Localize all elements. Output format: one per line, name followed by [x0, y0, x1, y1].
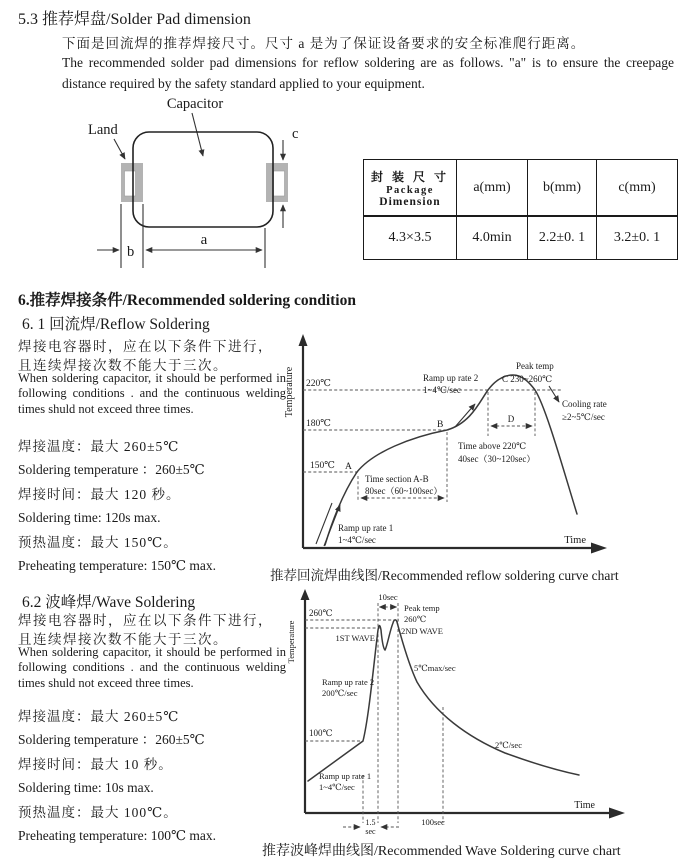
reflow-section-ab-line1: Time section A-B	[365, 474, 429, 484]
wave-condition-cn	[18, 612, 290, 649]
reflow-condition-cn-line2: 且连续焊接次数不能大于三次。	[18, 357, 228, 373]
solder-pad-diagram	[20, 92, 340, 278]
reflow-x-axis-label: Time	[564, 535, 586, 546]
cell-c-value: 3.2±0. 1	[597, 216, 678, 260]
land-arrow	[114, 139, 125, 159]
wave-10sec-label: 10sec	[378, 592, 398, 602]
wave-cool-fast-label: 5℃max/sec	[414, 663, 456, 673]
wave-vertical-markers	[363, 603, 443, 823]
reflow-solder-temp-en: Soldering temperature ：260±5℃	[18, 461, 205, 477]
cell-b-value: 2.2±0. 1	[528, 216, 597, 260]
dim-a-label: a	[200, 232, 208, 248]
list-item	[18, 802, 293, 847]
reflow-ref-220: 220℃	[306, 379, 331, 389]
wave-peak-line2: 260℃	[404, 614, 427, 624]
wave-temperature-curve	[308, 620, 579, 781]
wave-condition-cn-line1: 焊接电容器时，应在以下条件下进行，	[18, 613, 273, 628]
wave-solder-temp-en: Soldering temperature ：260±5℃	[18, 731, 205, 747]
wave-ref-100: 100℃	[309, 728, 333, 738]
wave-solder-time-cn: 焊接时间：最大 10 秒。	[18, 757, 173, 772]
reflow-preheat-temp-cn: 预热温度：最大 150℃。	[18, 535, 178, 550]
header-package-en1: Package	[386, 184, 434, 196]
pad-right-inner	[274, 171, 285, 196]
section-6-1-title: 6. 1 回流焊/Reflow Soldering	[22, 316, 210, 333]
header-b-mm: b(mm)	[528, 160, 597, 217]
reflow-solder-temp-cn: 焊接温度：最大 260±5℃	[18, 439, 180, 454]
list-item	[18, 706, 293, 751]
land-label: Land	[88, 122, 118, 138]
wave-solder-time-en: Soldering time: 10s max.	[18, 779, 154, 795]
capacitor-arrow	[192, 113, 203, 156]
reflow-chart-caption: 推荐回流焊曲线图/Recommended reflow soldering curve chart	[270, 568, 619, 583]
wave-chart-caption: 推荐波峰焊曲线图/Recommended Wave Soldering curve chart	[262, 844, 621, 859]
dim-c-label: c	[292, 126, 299, 142]
wave-1st-wave-label: 1ST WAVE	[335, 633, 375, 643]
reflow-axes	[299, 334, 608, 554]
table-header-row	[364, 160, 678, 217]
header-package-cn: 封 装 尺 寸	[370, 169, 449, 184]
reflow-point-b: B	[437, 420, 444, 430]
reflow-peak-line2: C 230~260℃	[502, 374, 553, 384]
list-item	[18, 532, 293, 577]
reflow-d-label: D	[507, 414, 515, 424]
reflow-cooling-line2: ≥2~5℃/sec	[562, 412, 605, 422]
reflow-solder-time-cn: 焊接时间：最大 120 秒。	[18, 487, 181, 502]
pad-description-cn: 下面是回流焊的推荐焊接尺寸。尺寸 a 是为了保证设备要求的安全标准爬行距离。	[62, 36, 586, 51]
wave-condition-cn-line2: 且连续焊接次数不能大于三次。	[18, 631, 228, 647]
wave-100sec-label: 100sec	[421, 817, 445, 827]
reflow-ramp1-line1: Ramp up rate 1	[338, 523, 394, 533]
wave-y-axis-label: Temperature	[286, 620, 296, 664]
reflow-ramp1-arrow	[316, 503, 340, 546]
reflow-above-220-line2: 40sec（30~120sec）	[458, 454, 536, 464]
wave-peak-line1: Peak temp	[404, 603, 440, 613]
cell-package-dim: 4.3×3.5	[364, 216, 457, 260]
pad-description-en: The recommended solder pad dimensions for reflow soldering are as follows. "a" is to ensure the creepage distance required by the safety standard applied to your equipment.	[62, 55, 674, 91]
header-package-dimension	[364, 160, 457, 217]
reflow-ramp2-line1: Ramp up rate 2	[423, 373, 479, 383]
reflow-ref-180: 180℃	[306, 419, 331, 429]
reflow-soldering-chart	[283, 330, 682, 563]
wave-ref-260: 260℃	[309, 608, 333, 618]
wave-ramp1-line2: 1~4℃/sec	[319, 782, 355, 792]
capacitor-label: Capacitor	[166, 96, 224, 112]
reflow-peak-line1: Peak temp	[516, 361, 554, 371]
section-5-3-title: 5.3 推荐焊盘/Solder Pad dimension	[18, 11, 251, 28]
reflow-ref-150: 150℃	[310, 461, 335, 471]
reflow-cooling-line1: Cooling rate	[562, 399, 607, 409]
reflow-condition-cn-line1: 焊接电容器时，应在以下条件下进行，	[18, 339, 273, 354]
table-row	[364, 216, 678, 260]
reflow-ramp1-line2: 1~4℃/sec	[338, 535, 376, 545]
reflow-solder-time-en: Soldering time: 120s max.	[18, 509, 161, 525]
reflow-temperature-curve	[325, 375, 577, 545]
reflow-above-220-line1: Time above 220℃	[458, 441, 527, 451]
pad-dimension-table	[363, 159, 678, 260]
reflow-point-a: A	[345, 462, 352, 472]
wave-condition-en: When soldering capacitor, it should be performed in following conditions . and the continuous welding times shuld not exceed three times.	[18, 645, 286, 690]
wave-preheat-temp-cn: 预热温度：最大 100℃。	[18, 805, 178, 820]
section-6-2-title: 6.2 波峰焊/Wave Soldering	[22, 594, 196, 611]
header-package-en2: Dimension	[379, 195, 441, 208]
list-item	[18, 436, 293, 481]
reflow-condition-cn	[18, 338, 290, 375]
wave-ramp2-line1: Ramp up rate 2	[322, 677, 375, 687]
reflow-condition-items	[18, 436, 293, 580]
reflow-cooling-arrow	[549, 386, 559, 402]
wave-ramp1-line1: Ramp up rate 1	[319, 771, 372, 781]
reflow-ramp2-arrow	[455, 404, 475, 427]
reflow-section-ab-line2: 80sec（60~100sec）	[365, 486, 443, 496]
header-c-mm: c(mm)	[597, 160, 678, 217]
wave-1-5sec-line1: 1.5	[365, 818, 376, 827]
reflow-ramp2-line2: 1~4℃/sec	[423, 385, 461, 395]
wave-2nd-wave-label: 2ND WAVE	[401, 626, 443, 636]
reflow-preheat-temp-en: Preheating temperature: 150℃ max.	[18, 557, 217, 573]
cell-a-value: 4.0min	[457, 216, 528, 260]
wave-condition-items	[18, 706, 293, 850]
dimension-extension-lines	[121, 204, 265, 268]
wave-x-axis-label: Time	[574, 800, 595, 811]
capacitor-outline	[133, 132, 273, 227]
list-item	[18, 484, 293, 529]
header-a-mm: a(mm)	[457, 160, 528, 217]
wave-soldering-chart	[283, 585, 682, 837]
section-6-title: 6.推荐焊接条件/Recommended soldering condition	[18, 292, 356, 309]
wave-cool-slow-label: 2℃/sec	[495, 740, 522, 750]
wave-solder-temp-cn: 焊接温度：最大 260±5℃	[18, 709, 180, 724]
dim-b-label: b	[127, 244, 135, 260]
list-item	[18, 754, 293, 799]
wave-1-5sec-line2: sec	[365, 827, 376, 836]
wave-ramp2-line2: 200℃/sec	[322, 688, 358, 698]
pad-left-inner	[125, 171, 136, 196]
wave-preheat-temp-en: Preheating temperature: 100℃ max.	[18, 827, 217, 843]
reflow-y-axis-label: Temperature	[284, 366, 295, 418]
reflow-condition-en: When soldering capacitor, it should be performed in following conditions . and the continuous welding times shuld not exceed three times.	[18, 371, 286, 416]
